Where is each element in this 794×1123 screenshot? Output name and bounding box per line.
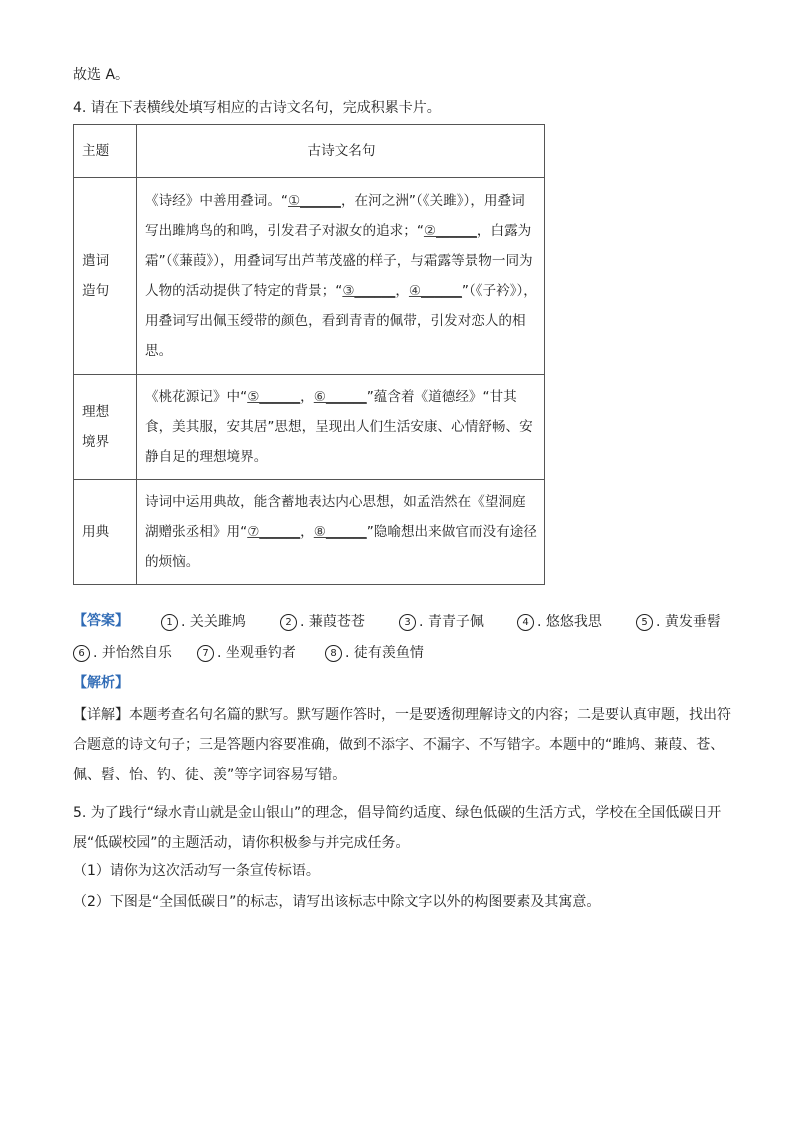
topic-line: 造句 [82,283,110,299]
analysis-label: 【解析】 [73,675,129,691]
answer-text: 悠悠我思 [545,614,602,630]
topic-line: 遣词 [82,253,110,269]
header-content: 古诗文名句 [137,125,545,178]
answer-text: 黄发垂髫 [664,614,721,630]
text-span: 《桃花源记》中“ [145,389,248,405]
text-span: ， [395,283,409,299]
text-span: ”隐喻想出来做官而没有途径的烦恼。 [145,524,537,570]
row-content [137,375,545,480]
answer-item: 6 . 并怡然自乐 [73,642,172,662]
topic-line: 用典 [82,524,110,540]
header-topic: 主题 [74,125,137,178]
text-span: ， [300,389,314,405]
question-4-prompt: 4. 请在下表横线处填写相应的古诗文名句，完成积累卡片。 [73,100,441,116]
answer-text: 徒有羡鱼情 [353,645,424,661]
answer-item: 1 . 关关雎鸠 [161,611,246,631]
blank-3: ③______ [342,283,396,299]
row-topic [74,375,137,480]
blank-8: ⑧______ [313,524,367,540]
circled-number: 6 [73,645,90,662]
circled-number: 5 [636,614,653,631]
answer-text: 关关雎鸠 [189,614,246,630]
row-topic [74,178,137,375]
text-span: 《诗经》中善用叠词。“ [145,193,288,209]
row-content [137,178,545,375]
analysis-detail: 【详解】本题考查名句名篇的默写。默写题作答时，一是要透彻理解诗文的内容；二是要认真审题，找出符合题意的诗文句子；三是答题内容要准确，做到不添字、不漏字、不写错字。本题中的“雎鸠、蒹葭、苍、佩、髫、怡、钓、徒、羡”等字词容易写错。 [73,707,731,783]
accumulation-card-table [73,124,545,585]
answer-item: 3 . 青青子佩 [399,611,484,631]
answer-item: 4 . 悠悠我思 [517,611,602,631]
blank-4: ④______ [408,283,462,299]
question-5-intro: 5. 为了践行“绿水青山就是金山银山”的理念，倡导简约适度、绿色低碳的生活方式，学校在全国低碳日开展“低碳校园”的主题活动，请你积极参与并完成任务。 [73,805,722,851]
answer-text: 坐观垂钓者 [225,645,296,661]
answer-text: 青青子佩 [427,614,484,630]
question-5-sub-1: （1）请你为这次活动写一条宣传标语。 [73,863,320,879]
answer-text: 蒹葭苍苍 [308,614,365,630]
table-row [74,480,545,585]
blank-7: ⑦______ [247,524,301,540]
answer-item: 2 . 蒹葭苍苍 [280,611,365,631]
circled-number: 4 [517,614,534,631]
text-span: ， [300,524,314,540]
text-span: ”蕴含着《道德经》“甘其食，美其服，安其居”思想，呈现出人们生活安康、心情舒畅、安静自足的理想境界。 [145,389,533,465]
answer-row-1 [73,611,129,631]
row-content [137,480,545,585]
previous-answer-conclusion: 故选 A。 [73,67,130,83]
text-span: ，在河之洲”（《关雎》），用叠词写出雎鸠鸟的和鸣，引发君子对淑女的追求；“ [145,193,525,239]
table-row [74,178,545,375]
answer-label: 【答案】 [73,613,129,629]
answer-item: 5 . 黄发垂髫 [636,611,721,631]
circled-number: 2 [280,614,297,631]
circled-number: 3 [399,614,416,631]
blank-2: ②______ [423,223,477,239]
circled-number: 1 [161,614,178,631]
answer-item: 7 . 坐观垂钓者 [197,642,296,662]
text-span: ，白露为霜”（《蒹葭》），用叠词写出芦苇茂盛的样子，与霜露等景物一同为人物的活动提供了特定的背景；“ [145,223,533,299]
blank-6: ⑥______ [313,389,367,405]
blank-5: ⑤______ [247,389,301,405]
table-header-row [74,125,545,178]
table-row [74,375,545,480]
row-topic [74,480,137,585]
blank-1: ①______ [287,193,341,209]
text-span: ”（《子衿》），用叠词写出佩玉绶带的颜色，看到青青的佩带，引发对恋人的相思。 [145,283,537,359]
topic-line: 境界 [82,434,110,450]
text-span: 诗词中运用典故，能含蓄地表达内心思想，如孟浩然在《望洞庭湖赠张丞相》用“ [145,494,526,540]
question-5-sub-2: （2）下图是“全国低碳日”的标志，请写出该标志中除文字以外的构图要素及其寓意。 [73,894,601,910]
answer-item: 8 . 徒有羡鱼情 [325,642,424,662]
circled-number: 8 [325,645,342,662]
circled-number: 7 [197,645,214,662]
answer-text: 并怡然自乐 [101,645,172,661]
topic-line: 理想 [82,404,110,420]
